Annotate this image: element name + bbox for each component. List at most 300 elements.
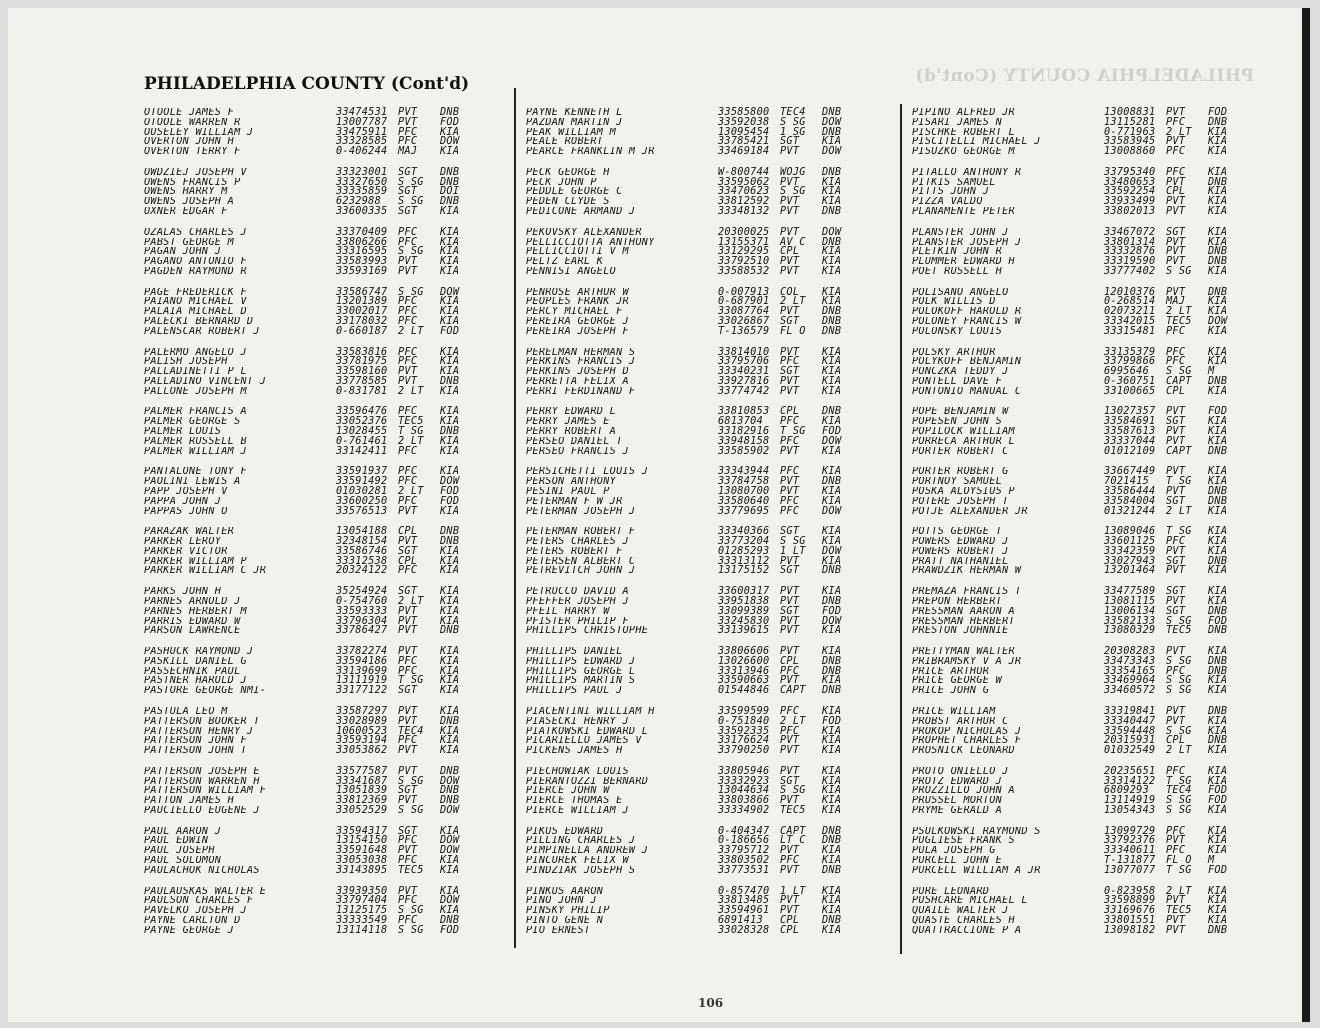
entry-rank: MAJ [398,146,418,158]
entry-rank: PVT [780,176,800,188]
entry-serial-number: 01030281 [336,485,388,497]
entry-status: KIA [440,605,460,617]
entry-name: PECK GEORGE H [526,167,610,178]
entry-rank: PVT [1166,286,1186,298]
entry-name: PERSICHETTI LOUIS J [526,467,649,478]
entry-rank: PVT [780,485,800,497]
entry-rank: SGT [780,605,800,617]
entry-name: PIMPINELLA ANDREW J [526,846,649,857]
entry-status: KIA [440,646,460,658]
entry-serial-number: 33599599 [718,705,770,717]
roster-entry [912,147,1272,157]
entry-status: DNB [440,765,460,777]
document-page [8,8,1310,1022]
entry-status: FOD [822,715,842,727]
entry-serial-number: 0-406244 [336,146,388,158]
entry-name: PALECKI BERNARD D [144,317,254,327]
entry-name: PAGAN JOHN J [144,247,222,258]
entry-rank: SGT [1166,605,1186,617]
entry-rank: PVT [1166,895,1186,907]
entry-serial-number: 13008860 [1104,146,1156,158]
entry-status: KIA [1208,416,1228,428]
entry-rank: PVT [780,445,800,457]
entry-rank: SGT [1166,226,1186,238]
entry-name: PASTNER HAROLD J [144,676,247,687]
entry-serial-number: 35254924 [336,586,388,598]
entry-rank: 2 LT [1166,505,1192,517]
entry-rank: S SG [780,116,806,128]
entry-status: DNB [1208,375,1228,387]
roster-entry [912,866,1272,876]
entry-serial-number: 33795712 [718,845,770,857]
entry-name: PALMER RUSSELL B [144,436,247,447]
entry-rank: PFC [398,665,418,677]
entry-serial-number: 13098182 [1104,924,1156,936]
entry-name: PEOPLES FRANK JR [526,297,629,308]
entry-status: KIA [440,256,460,268]
entry-name: POSKA ALOYSIUS P [912,486,1015,497]
entry-status: DNB [440,196,460,208]
entry-status: KIA [440,406,460,418]
entry-serial-number: 13027357 [1104,406,1156,418]
entry-serial-number: 33052376 [336,416,388,428]
entry-serial-number: 33177122 [336,685,388,697]
entry-name: PERRI FERDINAND F [526,386,636,397]
entry-status: DNB [822,825,842,837]
roster-entry [526,746,896,756]
entry-serial-number: 33342359 [1104,545,1156,557]
entry-serial-number: 33135379 [1104,346,1156,358]
entry-rank: TEC5 [398,416,424,428]
entry-rank: 2 LT [398,485,424,497]
entry-name: PONTELL DAVE F [912,376,1003,387]
entry-status: KIA [440,416,460,428]
entry-serial-number: 33933499 [1104,196,1156,208]
entry-name: PHILLIPS MARTIN S [526,676,636,687]
entry-serial-number: 13201464 [1104,565,1156,577]
entry-rank: CPL [780,246,800,258]
roster-group [526,108,896,168]
entry-serial-number: 33591937 [336,466,388,478]
entry-status: KIA [822,795,842,807]
entry-serial-number: 13095454 [718,126,770,138]
entry-name: PAOLINI LEWIS A [144,477,241,487]
entry-serial-number: 20324122 [336,565,388,577]
entry-rank: PFC [398,835,418,847]
entry-name: PAULAUSKAS WALTER E [144,886,267,897]
entry-serial-number: 33813485 [718,895,770,907]
entry-name: PROSNICK LEONARD [912,746,1015,756]
entry-status: KIA [440,236,460,248]
entry-serial-number: 01544846 [718,685,770,697]
entry-status: KIA [440,555,460,567]
entry-name: PEAK WILLIAM M [526,127,617,138]
entry-status: KIA [822,735,842,747]
entry-rank: PVT [780,595,800,607]
entry-status: DNB [440,526,460,538]
entry-rank: T SG [398,675,424,687]
entry-name: PRUSSEL MORTON [912,796,1003,806]
entry-rank: S SG [1166,804,1192,816]
entry-name: PHILLIPS GEORGE L [526,666,636,677]
entry-status: KIA [440,306,460,318]
entry-status: KIA [822,705,842,717]
entry-serial-number: 33099389 [718,605,770,617]
entry-name: PRICE WILLIAM [912,706,996,717]
roster-entry [526,686,896,696]
entry-name: PERKINS JOSEPH D [526,367,629,377]
entry-name: PERSEO DANIEL T [526,436,623,447]
entry-rank: PVT [780,795,800,807]
entry-serial-number: 33583945 [1104,136,1156,148]
roster-entry [526,447,896,457]
entry-rank: 2 LT [1166,306,1192,318]
entry-rank: S SG [398,176,424,188]
bleed-through-title: PHILADELPHIA COUNTY (Cont'd) [914,66,1254,86]
entry-status: KIA [1208,825,1228,837]
entry-rank: TEC4 [398,725,424,737]
entry-serial-number: 20315931 [1104,735,1156,747]
entry-status: FOD [440,924,460,936]
entry-name: PAIANO MICHAEL V [144,297,247,308]
entry-status: DOW [440,845,460,857]
entry-status: FOD [1208,406,1228,418]
roster-entry [912,447,1272,457]
entry-status: KIA [1208,166,1228,178]
entry-name: PISCHKE ROBERT L [912,127,1015,138]
entry-status: KIA [822,625,842,637]
entry-rank: PVT [1166,236,1186,248]
entry-rank: PVT [780,226,800,238]
entry-serial-number: 33801314 [1104,236,1156,248]
entry-rank: PFC [780,466,800,478]
entry-name: PALLADINO VINCENT J [144,376,267,387]
entry-serial-number: 33593194 [336,735,388,747]
entry-rank: PFC [1166,166,1186,178]
entry-serial-number: 13007787 [336,116,388,128]
entry-serial-number: 33100665 [1104,385,1156,397]
roster-group [526,707,896,767]
entry-rank: PVT [1166,565,1186,577]
entry-name: PHILLIPS PAUL J [526,686,623,696]
entry-serial-number: 33585902 [718,445,770,457]
entry-serial-number: 33781975 [336,356,388,368]
entry-name: PARNES ARNOLD J [144,596,241,607]
entry-status: DNB [1208,176,1228,188]
entry-status: KIA [1208,206,1228,218]
entry-rank: PVT [398,885,418,897]
entry-serial-number: 01285293 [718,545,770,557]
entry-serial-number: 33312538 [336,555,388,567]
roster-entry [912,686,1272,696]
entry-status: KIA [440,685,460,697]
entry-status: KIA [822,375,842,387]
entry-name: POTERE JOSEPH T [912,496,1009,507]
entry-rank: S SG [1166,795,1192,807]
roster-entry [144,207,514,217]
entry-rank: PFC [398,495,418,507]
roster-entry [144,507,514,517]
entry-rank: TEC5 [780,804,806,816]
entry-serial-number: 33143895 [336,864,388,876]
entry-serial-number: 33795340 [1104,166,1156,178]
roster-entry [526,866,896,876]
roster-group [144,467,514,527]
entry-name: PROTO ONIELLO J [912,766,1009,777]
entry-rank: T SG [1166,775,1192,787]
entry-name: POWERS EDWARD J [912,537,1009,547]
entry-serial-number: 33586747 [336,286,388,298]
entry-serial-number: 33178032 [336,316,388,328]
entry-name: PENNISI ANGELO [526,266,617,277]
entry-name: PISARI JAMES N [912,117,1003,128]
entry-serial-number: 0-404347 [718,825,770,837]
entry-serial-number: 13026600 [718,655,770,667]
entry-status: DNB [822,236,842,248]
entry-name: PATTERSON JOSEPH E [144,766,260,777]
entry-serial-number: 33169676 [1104,905,1156,917]
entry-rank: PVT [1166,545,1186,557]
entry-rank: PVT [780,625,800,637]
entry-status: DNB [822,665,842,677]
entry-status: KIA [440,466,460,478]
entry-rank: CPL [780,655,800,667]
entry-serial-number: 33927816 [718,375,770,387]
entry-status: FOD [440,116,460,128]
roster-column-2 [526,108,896,946]
entry-serial-number: 33598899 [1104,895,1156,907]
entry-status: FOD [822,426,842,438]
entry-serial-number: 33314122 [1104,775,1156,787]
entry-name: PRICE ARTHUR [912,666,990,677]
entry-rank: PFC [398,466,418,478]
entry-rank: TEC5 [1166,905,1192,917]
entry-status: DNB [440,536,460,548]
entry-rank: PVT [780,745,800,757]
entry-serial-number: 13006134 [1104,605,1156,617]
entry-status: KIA [1208,905,1228,917]
entry-serial-number: 33796304 [336,615,388,627]
entry-status: DNB [1208,735,1228,747]
entry-status: DNB [440,107,460,118]
entry-name: PRETTYMAN WALTER [912,647,1015,657]
entry-serial-number: 33585800 [718,107,770,118]
entry-rank: PVT [780,306,800,318]
roster-entry [144,327,514,337]
entry-name: PRYME GERALD A [912,805,1003,816]
entry-serial-number: 33475911 [336,126,388,138]
entry-name: PURCELL JOHN E [912,856,1003,866]
entry-serial-number: 33474531 [336,107,388,118]
entry-rank: PFC [398,406,418,418]
entry-serial-number: 10600523 [336,725,388,737]
entry-status: DOW [440,835,460,847]
entry-status: KIA [1208,775,1228,787]
entry-name: POLK WILLIS D [912,297,996,308]
entry-name: PERRY EDWARD L [526,407,617,418]
entry-status: DNB [822,914,842,926]
entry-status: DOW [440,775,460,787]
entry-name: PARRIS EDWARD W [144,616,241,627]
entry-name: PANTALONE TONY F [144,467,247,478]
entry-rank: PFC [398,136,418,148]
entry-rank: S SG [398,246,424,258]
entry-serial-number: 33948158 [718,435,770,447]
entry-status: DNB [1208,116,1228,128]
entry-serial-number: 02073211 [1104,306,1156,318]
entry-status: DNB [440,795,460,807]
entry-serial-number: 33799866 [1104,356,1156,368]
entry-name: PHILLIPS CHRISTOPHE [526,626,649,637]
entry-name: PICARIELLO JAMES V [526,736,642,747]
entry-serial-number: 01012109 [1104,445,1156,457]
roster-entry [144,686,514,696]
roster-group [144,348,514,408]
entry-name: PAULACHOK NICHOLAS [144,865,260,876]
entry-status: KIA [822,485,842,497]
entry-status: DNB [1208,246,1228,258]
entry-serial-number: 0-186656 [718,835,770,847]
entry-serial-number: 33313112 [718,555,770,567]
entry-serial-number: 33469184 [718,146,770,158]
entry-rank: PVT [780,735,800,747]
entry-name: PAYNE GEORGE J [144,925,235,936]
entry-status: KIA [1208,136,1228,148]
roster-entry [144,806,514,816]
roster-entry [526,626,896,636]
entry-serial-number: 33667449 [1104,466,1156,478]
entry-status: KIA [440,725,460,737]
entry-status: DNB [1208,555,1228,567]
entry-serial-number: 33467072 [1104,226,1156,238]
entry-status: KIA [1208,306,1228,318]
entry-status: KIA [440,265,460,277]
entry-status: DNB [1208,655,1228,667]
entry-serial-number: 33601125 [1104,536,1156,548]
roster-group [912,467,1272,527]
entry-rank: PVT [398,366,418,378]
entry-status: KIA [822,445,842,457]
entry-status: KIA [440,126,460,138]
entry-name: OWENS HARRY M [144,187,228,198]
entry-serial-number: 13081115 [1104,595,1156,607]
entry-serial-number: 33584691 [1104,416,1156,428]
entry-name: POTTS GEORGE T [912,527,1003,538]
entry-status: KIA [1208,265,1228,277]
entry-name: PERRETTA FELIX A [526,376,629,387]
entry-serial-number: 33576513 [336,505,388,517]
entry-name: PEDICONE ARMAND J [526,207,636,217]
entry-rank: CPL [398,526,418,538]
entry-serial-number: 33328585 [336,136,388,148]
entry-name: PROKOP NICHOLAS J [912,726,1022,737]
entry-serial-number: 33583993 [336,256,388,268]
entry-rank: PVT [780,385,800,397]
roster-entry [144,866,514,876]
entry-rank: PFC [398,236,418,248]
entry-name: PFEIL HARRY W [526,606,610,617]
entry-status: DOW [440,286,460,298]
entry-name: PUGLIESE FRANK S [912,836,1015,847]
entry-name: PINDZIAK JOSEPH S [526,865,636,876]
page-title: PHILADELPHIA COUNTY (Cont'd) [144,74,470,94]
entry-status: KIA [1208,526,1228,538]
entry-rank: PFC [780,495,800,507]
entry-status: KIA [1208,536,1228,548]
entry-status: FOD [440,485,460,497]
entry-rank: PVT [780,346,800,358]
entry-rank: PVT [398,116,418,128]
entry-rank: PVT [780,864,800,876]
roster-entry [912,207,1272,217]
entry-name: PAUCIELLO EUGENE J [144,805,260,816]
entry-status: DNB [1208,256,1228,268]
roster-entry [144,387,514,397]
roster-column-3 [912,108,1272,946]
entry-rank: CPL [398,555,418,567]
entry-serial-number: 33785421 [718,136,770,148]
entry-rank: S SG [1166,366,1192,378]
entry-serial-number: 33332923 [718,775,770,787]
entry-name: PETERSEN ALBERT C [526,556,636,567]
entry-name: PONCZKA TEDDY J [912,367,1009,377]
roster-group [912,587,1272,647]
entry-name: PALMER WILLIAM J [144,446,247,457]
entry-serial-number: 33340611 [1104,845,1156,857]
entry-serial-number: 0-687901 [718,296,770,308]
roster-group [144,587,514,647]
entry-serial-number: 33795706 [718,356,770,368]
entry-name: PORTNOY SAMUEL [912,477,1003,487]
entry-serial-number: 6813704 [718,416,764,428]
roster-entry [144,746,514,756]
entry-rank: PVT [398,745,418,757]
entry-name: PROZZILLO JOHN A [912,786,1015,797]
entry-name: PABST GEORGE M [144,237,235,248]
entry-status: KIA [1208,545,1228,557]
entry-status: DOW [822,615,842,627]
entry-status: KIA [822,176,842,188]
entry-serial-number: 33592335 [718,725,770,737]
entry-name: POLOKOFF HAROLD R [912,307,1022,318]
roster-group [912,288,1272,348]
roster-group [526,827,896,887]
entry-name: PRESSMAN HERBERT [912,616,1015,627]
entry-serial-number: 33598160 [336,366,388,378]
entry-serial-number: 33592254 [1104,186,1156,198]
entry-rank: PVT [398,505,418,517]
entry-name: PFEFFER JOSEPH J [526,596,629,607]
entry-status: DNB [822,406,842,418]
entry-rank: PVT [1166,705,1186,717]
entry-serial-number: 13114919 [1104,795,1156,807]
entry-rank: TEC5 [1166,316,1192,328]
entry-name: PIERCE THOMAS E [526,796,623,806]
entry-rank: SGT [780,775,800,787]
entry-status: DNB [822,595,842,607]
roster-group [526,407,896,467]
entry-serial-number: 33586746 [336,545,388,557]
entry-name: PINTO GENE N [526,915,604,926]
entry-status: DNB [822,316,842,328]
roster-entry [526,507,896,517]
entry-rank: T SG [1166,864,1192,876]
entry-rank: PVT [780,476,800,488]
entry-serial-number: 0-007913 [718,286,770,298]
entry-serial-number: 33334902 [718,804,770,816]
entry-status: KIA [822,296,842,308]
entry-status: KIA [440,545,460,557]
